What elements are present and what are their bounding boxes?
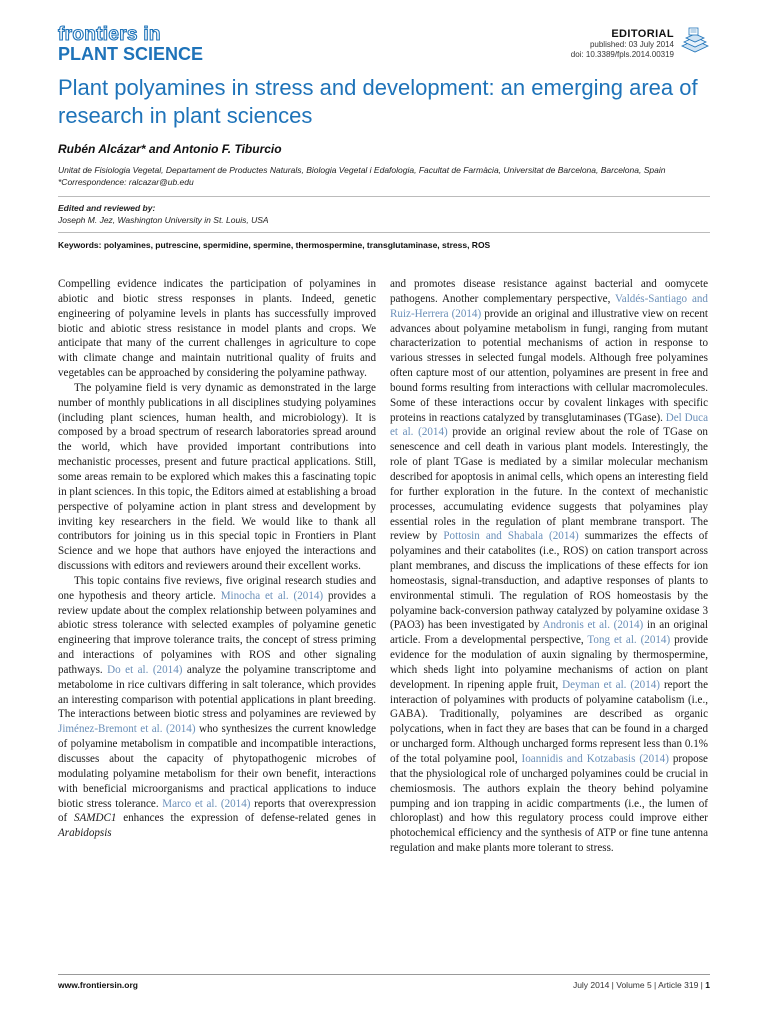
divider [58, 232, 710, 233]
editor-block [58, 203, 269, 226]
citation-link[interactable]: Ioannidis and Kotzabasis (2014) [521, 753, 669, 765]
citation-link[interactable]: Pottosin and Shabala (2014) [443, 530, 579, 543]
citation-link[interactable]: Marco et al. (2014) [162, 797, 251, 810]
journal-logo[interactable] [58, 26, 203, 64]
divider [58, 196, 710, 197]
citation-link[interactable]: Jiménez-Bremont et al. (2014) [58, 723, 196, 736]
text: in an original article. From a developmental perspective, [390, 619, 708, 647]
body-column-right [390, 277, 708, 856]
article-type: EDITORIAL [611, 28, 674, 40]
article-meta [571, 28, 674, 60]
keywords: Keywords: polyamines, putrescine, spermidine, spermine, thermospermine, transglutaminase, stress, ROS [58, 240, 491, 250]
gene-name: SAMDC1 [73, 812, 117, 825]
text: enhances the expression of defense-related genes in [116, 812, 376, 825]
text: provide an original and illustrative view on recent advances about polyamine metabolism in fungi, ranging from mutant characterization to potential mechanisms of action in response to various stresses in selected fungal models. Although free polyamines often capture most of our attention, polyamines are present in free and bound forms resulting from interactions with cellular macromolecules. Some of these interactions occur by covalent linkages with specific proteins in reactions catalyzed by transglutaminases (TGase). [390, 307, 708, 424]
citation-link[interactable]: Deyman et al. (2014) [562, 678, 660, 691]
citation-link[interactable]: Do et al. (2014) [107, 663, 183, 676]
text: report the interaction of polyamines with products of polyamine catabolism (i.e., GABA). Traditionally, polyamines are described as organic polycations, when in fact they are bases that can be found in a charged or uncharged form. Although uncharged forms represent less than 0.1% of the total polyamine pool, [390, 678, 708, 765]
text: provides a review update about the complex relationship between polyamines and abiotic stress tolerance with selected examples of polyamine genetic engineering that improve tolerance traits, the concept of stress priming and interactions of polyamines with ROS and other signaling pathways. [58, 589, 376, 676]
footer-url[interactable]: www.frontiersin.org [58, 980, 138, 990]
correspondence[interactable]: *Correspondence: ralcazar@ub.edu [58, 176, 194, 187]
editor-label: Edited and reviewed by: [58, 203, 156, 213]
stacked-frontiers-logo-icon [678, 24, 712, 58]
footer-issue: July 2014 | Volume 5 | Article 319 | [572, 980, 703, 990]
footer-info [573, 980, 710, 990]
text: provide an original review about the role of TGase on senescence and cell death in various plant models. Interestingly, the role of plant TGase is mediated by a similar molecular mechanism described for apoptosis in animal cells, which opens an interesting field for further exploration in the future. In the context of mechanistic processes, accumulating evidence suggests that polyamines play essential roles in the regulation of plant membrane transport. The review by [390, 426, 708, 543]
text: provide evidence for the modulation of auxin signaling by thermospermine, which sheds light into polyamine mechanisms of action on plant development. In ripening apple fruit, [390, 634, 708, 691]
journal-name-line1: frontiers in [58, 24, 161, 45]
footer-divider [58, 974, 710, 975]
citation-link[interactable]: Andronis et al. (2014) [542, 619, 644, 632]
citation-link[interactable]: Tong et al. (2014) [587, 634, 671, 647]
paragraph: The polyamine field is very dynamic as demonstrated in the large number of monthly publications in all disciplines studying polyamines (including plant sciences, human health, and microbiology). It is composed by a broad spectrum of research laboratories spread around the world, which have provided important contributions into mechanistic processes, present and future practical applications. Still, some areas remain to be explored which makes this a fascinating topic in plant sciences. In this topic, the Editors aimed at establishing a broad perspective of polyamine action in plant stress and development by inviting key researchers in the field. We would like to thank all contributors for joining us in this special topic in Frontiers in Plant Science and we hope that authors have enjoyed the interactions and discussions with editors and reviewers around their excellent works. [58, 381, 376, 573]
doi[interactable]: doi: 10.3389/fpls.2014.00319 [570, 50, 674, 59]
paragraph [58, 574, 376, 841]
text: This topic contains five reviews, five original research studies and one hypothesis and theory article. [58, 574, 376, 602]
citation-link[interactable]: Minocha et al. (2014) [220, 589, 324, 602]
text: and promotes disease resistance against bacterial and oomycete pathogens. Another complementary perspective, [390, 278, 708, 305]
text: summarizes the effects of polyamines and their catabolites (i.e., ROS) on cation transport across plant membranes, and discuss the implications of these effects for ion homeostasis, signal-transduction, and adaptive responses of plants to environmental stimuli. The regulation of ROS homeostasis by the polyamine back-conversion pathway catalyzed by polyamine oxidase 3 (PAO3) has been investigated by [390, 530, 708, 632]
species-name: Arabidopsis [58, 827, 112, 840]
text: analyze the polyamine transcriptome and metabolome in rice cultivars differing in salt tolerance, which provides an interesting comparison with potential applications in plant breeding. The interactions between biotic stress and polyamines are reviewed by [58, 663, 376, 721]
page-number: 1 [705, 980, 710, 990]
editor-value: Joseph M. Jez, Washington University in St. Louis, USA [58, 214, 269, 225]
text: reports that overexpression of [58, 797, 376, 825]
body-column-left [58, 277, 376, 841]
paragraph: Compelling evidence indicates the participation of polyamines in abiotic and biotic stress responses in plants. Indeed, genetic engineering of polyamine levels in plants has successfully improved biotic and abiotic stress resistance in model plants and crops. We anticipate that many of the current challenges in agriculture to cope with climate change and maintain nutritional quality of fruits and vegetables can be approached by considering the polyamine pathway. [58, 278, 376, 380]
citation-link[interactable]: Valdés-Santiago and Ruiz-Herrera (2014) [390, 292, 708, 320]
article-title: Plant polyamines in stress and development: an emerging area of research in plant sciences [58, 75, 698, 128]
authors: Rubén Alcázar* and Antonio F. Tiburcio [58, 142, 282, 156]
text: who synthesizes the current knowledge of polyamine metabolism in compatible and incompatible interactions, discusses about the capacity of phytopathogenic microbes of modulating polyamine metabolism for their own benefit, interactions with beneficial microorganisms and practical applications to induce biotic stress tolerance. [58, 723, 376, 810]
text: propose that the physiological role of uncharged polyamines could be crucial in chemiosmosis. The authors explain the theory behind polyamine pumping and ion trapping in acidic compartments (i.e., the lumen of chloroplast) and how this regulatory process could improve either photochemical efficiency and the synthesis of ATP or fine tune antenna regulation and make plants more tolerant to stress. [390, 753, 708, 855]
paragraph [390, 277, 708, 856]
published-date: published: 03 July 2014 [589, 40, 674, 49]
citation-link[interactable]: Del Duca et al. (2014) [390, 411, 708, 439]
affiliation-block [58, 165, 718, 188]
affiliation: Unitat de Fisiologia Vegetal, Departament de Productes Naturals, Biologia Vegetal i Edafologia, Facultat de Farmàcia, Universitat de Barcelona, Barcelona, Spain [58, 165, 666, 175]
journal-name-line2: PLANT SCIENCE [58, 44, 204, 64]
